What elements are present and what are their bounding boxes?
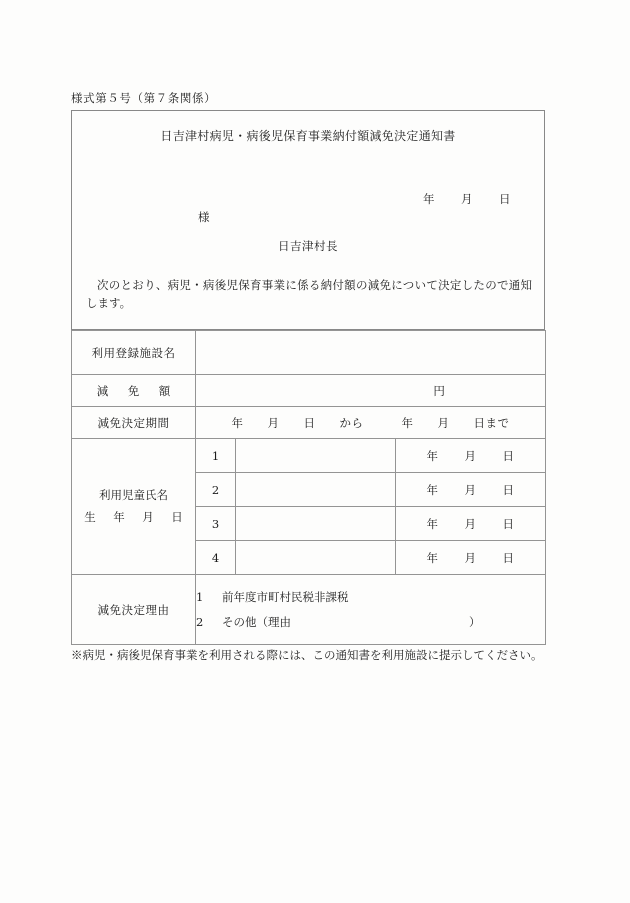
reason-option-1-number: 1 <box>196 590 204 605</box>
reason-options-cell <box>196 575 546 645</box>
issue-date-line <box>423 191 511 207</box>
reason-option-2-close: ） <box>469 614 481 629</box>
dob-day-label-1: 日 <box>502 448 515 463</box>
decision-details-table <box>71 330 546 645</box>
child-number-1: 1 <box>196 439 236 473</box>
period-start-month: 月 <box>267 415 280 430</box>
period-end-day: 日まで <box>473 415 510 430</box>
table-row-period <box>72 407 546 439</box>
period-end-year: 年 <box>401 415 414 430</box>
date-month-label: 月 <box>461 192 473 206</box>
child-number-3: 3 <box>196 507 236 541</box>
facility-label: 利用登録施設名 <box>72 331 196 375</box>
footer-note: ※病児・病後児保育事業を利用される際には、この通知書を利用施設に提示してください。 <box>71 648 543 662</box>
date-year-label: 年 <box>423 192 435 206</box>
child-dob-3[interactable] <box>396 507 546 541</box>
period-label: 減免決定期間 <box>72 407 196 439</box>
reason-option-2-text: その他（理由 <box>222 614 291 629</box>
dob-day-label-2: 日 <box>502 482 515 497</box>
dob-day-label-3: 日 <box>502 516 515 531</box>
issuer-name: 日吉津村長 <box>278 239 338 253</box>
reason-label: 減免決定理由 <box>72 575 196 645</box>
dob-year-label-4: 年 <box>426 550 439 565</box>
children-label-line1: 利用児童氏名 <box>99 487 168 502</box>
period-start-day: 日 <box>303 415 316 430</box>
dob-month-label-2: 月 <box>464 482 477 497</box>
dob-month-label-1: 月 <box>464 448 477 463</box>
dob-year-label-2: 年 <box>426 482 439 497</box>
table-row-amount <box>72 375 546 407</box>
dob-day-label-4: 日 <box>502 550 515 565</box>
child-name-3[interactable] <box>236 507 396 541</box>
period-connector: から <box>339 415 364 430</box>
table-row-reason <box>72 575 546 645</box>
children-label <box>72 439 196 575</box>
child-dob-4[interactable] <box>396 541 546 575</box>
reason-option-2[interactable] <box>196 610 545 634</box>
dob-month-label-4: 月 <box>464 550 477 565</box>
table-row-child-1 <box>72 439 546 473</box>
child-name-2[interactable] <box>236 473 396 507</box>
notice-body-text: 次のとおり、病児・病後児保育事業に係る納付額の減免について決定したので通知します。 <box>86 278 532 311</box>
period-start-year: 年 <box>231 415 244 430</box>
table-row-facility <box>72 331 546 375</box>
addressee-suffix: 様 <box>198 210 210 224</box>
amount-label: 減 免 額 <box>72 375 196 407</box>
form-number: 様式第５号（第７条関係） <box>71 91 217 105</box>
child-number-4: 4 <box>196 541 236 575</box>
dob-month-label-3: 月 <box>464 516 477 531</box>
facility-value[interactable] <box>196 331 546 375</box>
dob-year-label-1: 年 <box>426 448 439 463</box>
child-name-1[interactable] <box>236 439 396 473</box>
child-dob-2[interactable] <box>396 473 546 507</box>
dob-year-label-3: 年 <box>426 516 439 531</box>
document-title: 日吉津村病児・病後児保育事業納付額減免決定通知書 <box>160 129 456 143</box>
child-dob-1[interactable] <box>396 439 546 473</box>
amount-value-cell[interactable] <box>196 375 546 407</box>
reason-option-1[interactable] <box>196 585 545 609</box>
date-day-label: 日 <box>499 192 511 206</box>
children-label-line2: 生 年 月 日 <box>84 509 186 524</box>
reason-option-1-text: 前年度市町村民税非課税 <box>222 590 349 605</box>
amount-unit: 円 <box>433 383 445 398</box>
notice-header-box <box>71 110 545 330</box>
child-number-2: 2 <box>196 473 236 507</box>
period-value-cell[interactable] <box>196 407 546 439</box>
child-name-4[interactable] <box>236 541 396 575</box>
period-end-month: 月 <box>437 415 450 430</box>
reason-option-2-number: 2 <box>196 614 204 629</box>
